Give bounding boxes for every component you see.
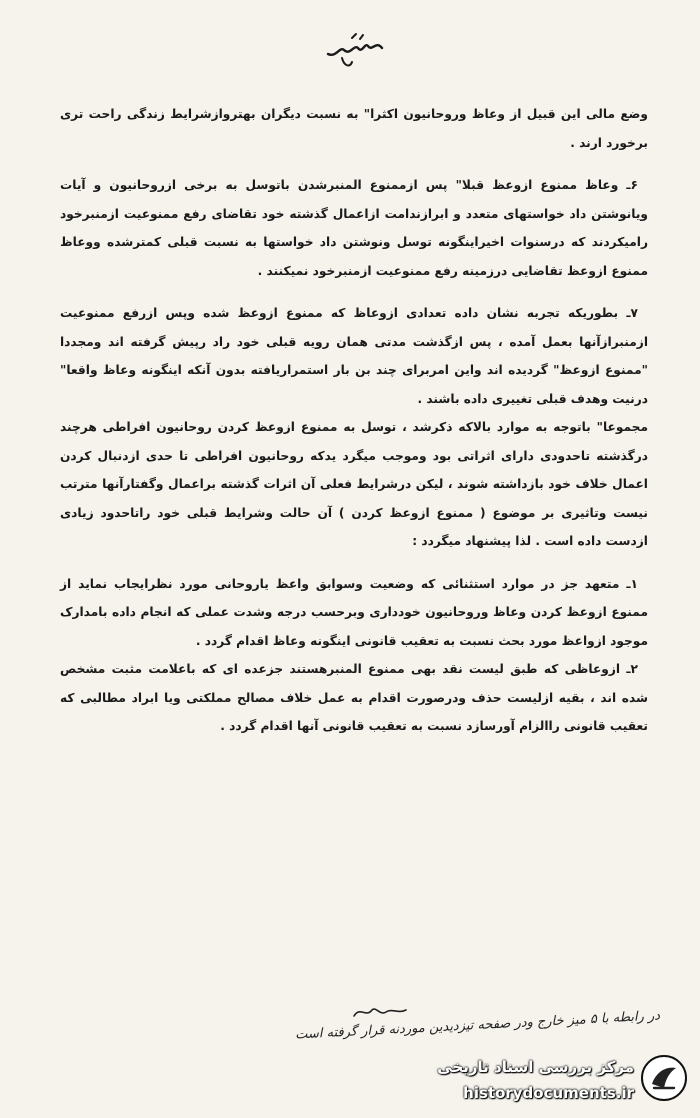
archive-title: مرکز بررسی اسناد تاریخی	[437, 1058, 634, 1076]
initials-mark	[350, 1000, 410, 1022]
paragraph-recommendation-1: ۱ـ متعهد جز در موارد استثنائی که وضعیت وسوابق واعظ یاروحانی مورد نظرایجاب نماید از ممنوع ازوعظ کردن وعاظ وروحانیون خودداری وبرحسب درجه وشدت عملی که انجام داده بامدارک موجود ازواعظ مورد بحث نسبت به تعقیب قانونی اینگونه وعاظ اقدام گردد .	[60, 576, 648, 648]
document-body	[60, 100, 648, 741]
paragraph-summary: مجموعا" باتوجه به موارد بالاکه ذکرشد ، توسل به ممنوع ازوعظ کردن روحانیون افراطی هرچند درگذشته تاحدودی دارای اثراتی بود وموجب میگرد یدکه روحانیون افراطی تا حدی ازدنبال کردن اعمال خلاف خود بازداشته شوند ، لیکن درشرایط فعلی آن اثرات گذشته براعمال وگفتارآنها مترتب نیست وتاثیری بر موضوع ( ممنوع ازوعظ کردن ) آن حالت وشرایط قبلی خود راتاحدود زیادی ازدست داده است . لذا پیشنهاد میگردد :	[60, 420, 648, 548]
paragraph-item-7: ۷ـ بطوریکه تجربه نشان داده تعدادی ازوعاظ که ممنوع ازوعظ شده وپس ازرفع ممنوعیت ازمنبرازآنها بعمل آمده ، پس ازگذشت مدتی همان رویه قبلی خود راد رپیش گرفته اند ومجددا "ممنوع ازوعظ" گردیده اند واین امربرای چند بن بار استمراریافته بدون آنکه اینگونه وعاظ واقعا" درنیت وهدف قبلی تغییری داده باشند .	[60, 306, 648, 406]
archive-url: historydocuments.ir	[463, 1084, 634, 1102]
paragraph-intro: وضع مالی این قبیل از وعاظ وروحانیون اکثرا" به نسبت دیگران بهتروازشرایط زندگی راحت تری برخورد ارند .	[60, 107, 648, 150]
paragraph-item-6: ۶ـ وعاظ ممنوع ازوعظ قبلا" پس ازممنوع المنبرشدن باتوسل به برخی ازروحانیون و آیات ویانوشتن داد خواستهای متعدد و ابرازندامت ازاعمال گذشته خود تقاضای رفع ممنوعیت ازمنبرخود رامیکردند که درسنوات اخیراینگونه توسل ونوشتن داد خواستها به نسبت قبلی کمترشده ووعاظ ممنوع ازوعظ تقاضایی درزمینه رفع ممنوعیت ازمنبرخود نمیکنند .	[60, 178, 648, 278]
archive-logo-icon	[640, 1054, 688, 1102]
classification-stamp	[322, 28, 386, 72]
handwritten-note-text: در رابطه با ۵ میز خارج ودر صفحه تیزدیدین موردنه قرار گرفته است	[294, 1008, 661, 1043]
archive-watermark	[392, 1050, 692, 1112]
classification-handwriting	[322, 28, 386, 72]
paragraph-recommendation-2: ۲ـ ازوعاظی که طبق لیست نقد بهی ممنوع المنبرهستند جزعده ای که باعلامت مثبت مشخص شده اند ، بقیه ازلیست حذف ودرصورت اقدام به عمل خلاف مصالح مملکتی ویا ابراد مطالبی که تعقیب قانونی راالزام آورسازد نسبت به تعقیب قانونی آنها اقدام گردد .	[60, 662, 648, 733]
